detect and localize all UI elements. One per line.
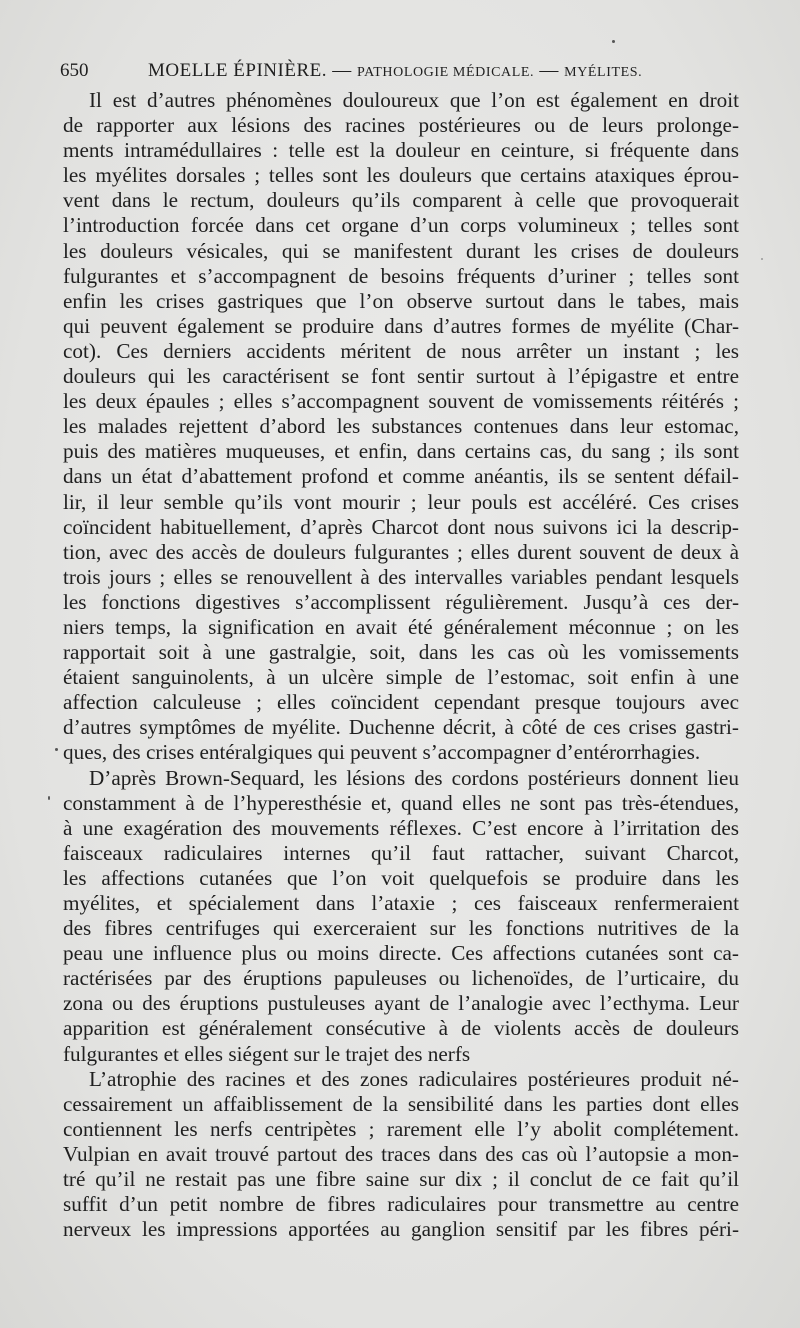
text-line: affection calculeuse ; elles coïncident cependant presque toujours avec [63, 690, 739, 715]
running-header [60, 60, 740, 82]
running-title-section: PATHOLOGIE MÉDICALE. [356, 65, 535, 80]
text-line: Vulpian en avait trouvé partout des traces dans des cas où l’autopsie a mon- [63, 1141, 739, 1166]
page-number: 650 [60, 60, 89, 81]
header-dash: — [539, 60, 559, 81]
running-title-main: MOELLE ÉPINIÈRE. [148, 60, 327, 81]
text-line: les fonctions digestives s’accomplissent régulièrement. Jusqu’à ces der- [63, 589, 739, 614]
text-line: qui peuvent également se produire dans d’autres formes de myélite (Char- [63, 313, 739, 338]
text-line: apparition est généralement consécutive à de violents accès de douleurs [63, 1016, 739, 1041]
text-line: les affections cutanées que l’on voit quelquefois se produire dans les [63, 865, 739, 890]
text-line: douleurs qui les caractérisent se font sentir surtout à l’épigastre et entre [63, 364, 739, 389]
text-line: les malades rejettent d’abord les substances contenues dans leur estomac, [63, 414, 739, 439]
text-line: tion, avec des accès de douleurs fulgurantes ; elles durent souvent de deux à [63, 539, 739, 564]
text-line: constamment à de l’hyperesthésie et, quand elles ne sont pas très-étendues, [63, 790, 739, 815]
print-speck [55, 748, 58, 751]
text-line: à une exagération des mouvements réflexes. C’est encore à l’irritation des [63, 815, 739, 840]
text-line: fulgurantes et s’accompagnent de besoins fréquents d’uriner ; telles sont [63, 263, 739, 288]
text-line: coïncident habituellement, d’après Charcot dont nous suivons ici la descrip- [63, 514, 739, 539]
body-text [63, 88, 739, 1242]
text-line: vent dans le rectum, douleurs qu’ils comparent à celle que provoquerait [63, 188, 739, 213]
text-line: cessairement un affaiblissement de la sensibilité dans les parties dont elles [63, 1091, 739, 1116]
text-line: suffit d’un petit nombre de fibres radiculaires pour transmettre au centre [63, 1192, 739, 1217]
text-line: dans un état d’abattement profond et comme anéantis, ils se sentent défail- [63, 464, 739, 489]
text-line: Il est d’autres phénomènes douloureux que l’on est également en droit [89, 88, 739, 112]
running-title-sub: MYÉLITES. [564, 65, 643, 80]
text-line: puis des matières muqueuses, et enfin, dans certains cas, du sang ; ils sont [63, 439, 739, 464]
text-line: tré qu’il ne restait pas une fibre saine sur dix ; il conclut de ce fait qu’il [63, 1167, 739, 1192]
text-line: rapportait soit à une gastralgie, soit, dans les cas où les vomissements [63, 640, 739, 665]
text-line: ments intramédullaires : telle est la douleur en ceinture, si fréquente dans [63, 138, 739, 163]
text-line: L’atrophie des racines et des zones radiculaires postérieures produit né- [89, 1066, 739, 1091]
header-dash: — [332, 60, 352, 81]
running-title [148, 60, 642, 82]
text-line: les deux épaules ; elles s’accompagnent souvent de vomissements réitérés ; [63, 389, 739, 414]
text-line: zona ou des éruptions pustuleuses ayant de l’analogie avec l’ecthyma. Leur [63, 991, 739, 1016]
text-line: nerveux les impressions apportées au ganglion sensitif par les fibres péri- [63, 1217, 739, 1242]
text-line: myélites, et spécialement dans l’ataxie ; ces faisceaux renfermeraient [63, 891, 739, 915]
print-speck [761, 258, 763, 260]
print-speck [48, 796, 50, 800]
text-line: fulgurantes et elles siégent sur le trajet des nerfs [63, 1041, 471, 1066]
text-line: les myélites dorsales ; telles sont les douleurs que certains ataxiques éprou- [63, 163, 739, 188]
text-line: ractérisées par des éruptions papuleuses ou lichenoïdes, de l’urticaire, du [63, 966, 739, 991]
text-line: étaient sanguinolents, à un ulcère simple de l’estomac, soit enfin à une [63, 665, 739, 690]
text-line: d’autres symptômes de myélite. Duchenne décrit, à côté de ces crises gastri- [63, 715, 739, 740]
text-line: peau une influence plus ou moins directe. Ces affections cutanées sont ca- [63, 941, 739, 966]
text-line: lir, il leur semble qu’ils vont mourir ; leur pouls est accéléré. Ces crises [63, 489, 739, 514]
print-speck [612, 40, 615, 43]
text-line: l’introduction forcée dans cet organe d’un corps volumineux ; telles sont [63, 213, 739, 238]
text-line: cot). Ces derniers accidents méritent de nous arrêter un instant ; les [63, 338, 739, 363]
text-line: enfin les crises gastriques que l’on observe surtout dans le tabes, mais [63, 288, 739, 313]
text-line: niers temps, la signification en avait été généralement méconnue ; on les [63, 614, 739, 639]
text-line: trois jours ; elles se renouvellent à des intervalles variables pendant lesquels [63, 564, 739, 589]
text-line: ques, des crises entéralgiques qui peuvent s’accompagner d’entérorrhagies. [63, 740, 701, 765]
text-line: D’après Brown-Sequard, les lésions des cordons postérieurs donnent lieu [89, 765, 739, 790]
text-line: faisceaux radiculaires internes qu’il faut rattacher, suivant Charcot, [63, 840, 739, 865]
text-line: de rapporter aux lésions des racines postérieures ou de leurs prolonge- [63, 113, 739, 138]
text-line: des fibres centrifuges qui exerceraient sur les fonctions nutritives de la [63, 916, 739, 941]
text-line: les douleurs vésicales, qui se manifestent durant les crises de douleurs [63, 238, 739, 263]
text-line: contiennent les nerfs centripètes ; rarement elle l’y abolit complétement. [63, 1116, 739, 1141]
